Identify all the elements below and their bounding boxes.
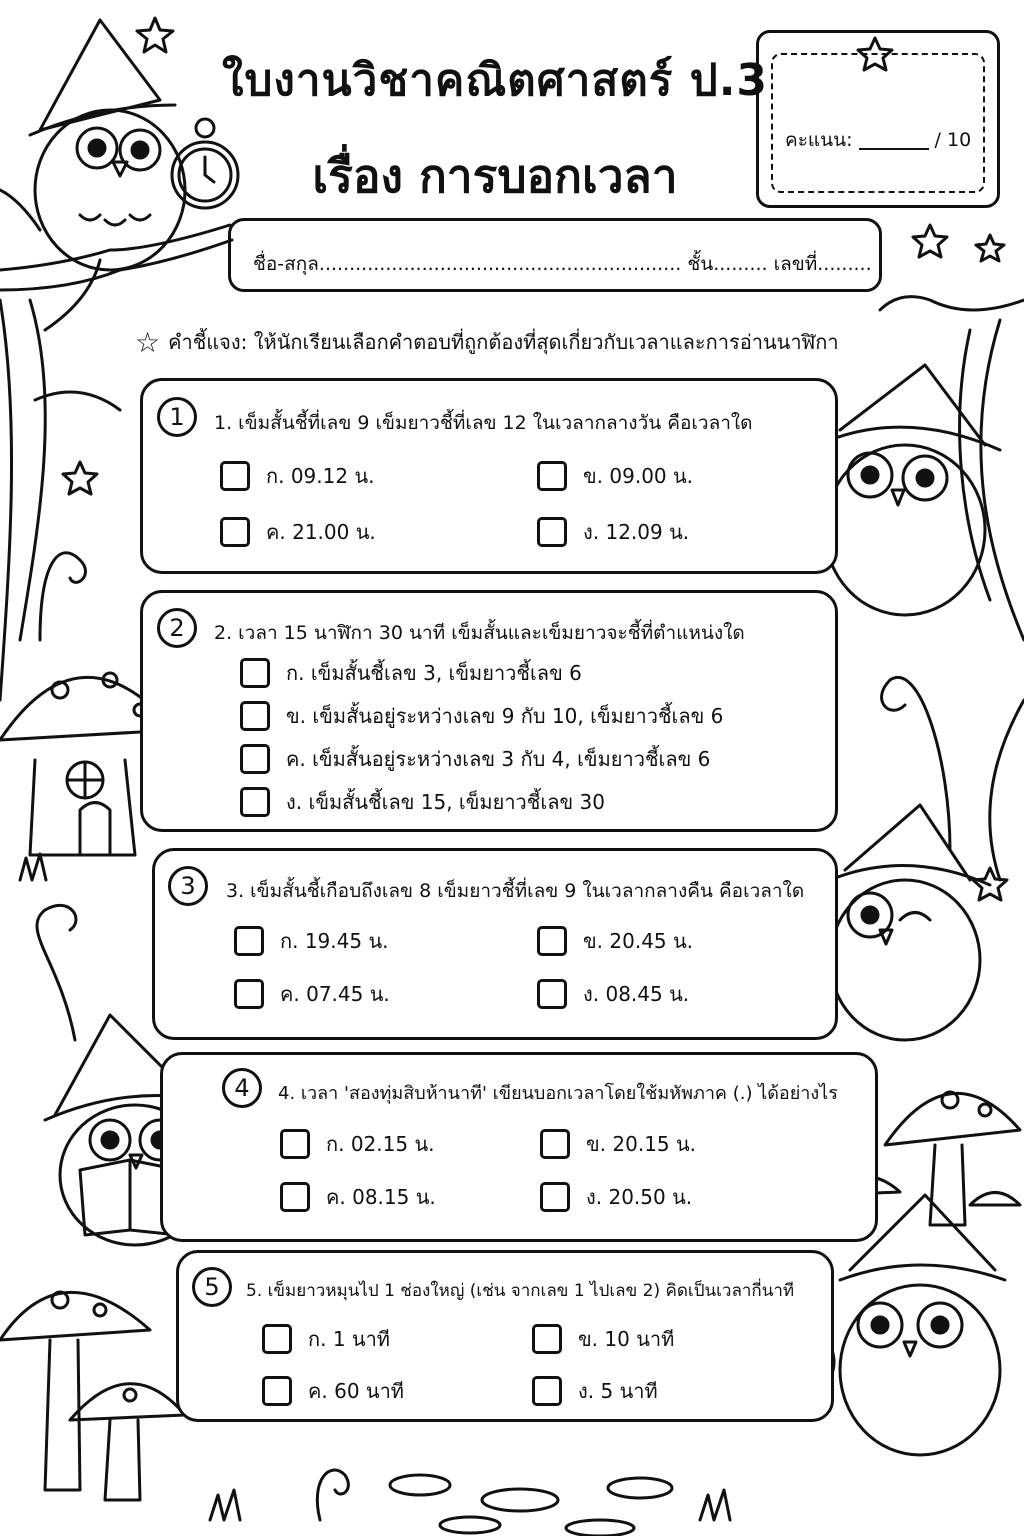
option-label: ข. 10 นาที [578,1327,675,1351]
option-label: ก. เข็มสั้นชี้เลข 3, เข็มยาวชี้เลข 6 [286,661,582,685]
checkbox[interactable] [220,461,250,491]
checkbox[interactable] [280,1182,310,1212]
checkbox[interactable] [240,658,270,688]
checkbox[interactable] [262,1324,292,1354]
checkbox[interactable] [540,1182,570,1212]
question-number-badge-2: 2 [157,608,197,648]
question-text-3: 3. เข็มสั้นชี้เกือบถึงเลข 8 เข็มยาวชี้ที่เลข 9 ในเวลากลางคืน คือเวลาใด [226,880,805,902]
option-label: ก. 09.12 น. [266,464,375,488]
score-total: / 10 [934,129,972,151]
score-box [756,30,1000,208]
option-2b[interactable] [240,700,723,732]
option-label: ก. 1 นาที [308,1327,390,1351]
question-text-5: 5. เข็มยาวหมุนไป 1 ช่องใหญ่ (เช่น จากเลข 1 ไปเลข 2) คิดเป็นเวลากี่นาที [246,1281,795,1301]
option-3c[interactable] [234,978,390,1010]
option-1a[interactable] [220,460,374,492]
option-label: ง. 12.09 น. [583,520,690,544]
checkbox[interactable] [540,1129,570,1159]
option-2d[interactable] [240,786,605,818]
student-info-box[interactable]: ชื่อ-สกุล............................................................ ชั้น......... เลขที่......... [228,218,882,292]
question-text-2: 2. เวลา 15 นาฬิกา 30 นาที เข็มสั้นและเข็มยาวจะชี้ที่ตำแหน่งใด [214,622,745,644]
option-4b[interactable] [540,1128,696,1160]
score-label: คะแนน: [785,129,853,151]
option-label: ข. เข็มสั้นอยู่ระหว่างเลข 9 กับ 10, เข็มยาวชี้เลข 6 [286,704,724,728]
option-1c[interactable] [220,516,376,548]
option-4a[interactable] [280,1128,434,1160]
question-text-4: 4. เวลา 'สองทุ่มสิบห้านาที' เขียนบอกเวลาโดยใช้มหัพภาค (.) ได้อย่างไร [278,1083,838,1104]
option-5b[interactable] [532,1323,674,1355]
option-3a[interactable] [234,925,388,957]
instructions [135,326,839,359]
checkbox[interactable] [532,1376,562,1406]
checkbox[interactable] [280,1129,310,1159]
option-5a[interactable] [262,1323,390,1355]
score-box-inner-border [771,53,985,193]
option-4d[interactable] [540,1181,692,1213]
checkbox[interactable] [537,926,567,956]
mushroom-icon [0,1292,185,1500]
option-5d[interactable] [532,1375,658,1407]
checkbox[interactable] [240,787,270,817]
option-label: ค. 08.15 น. [326,1185,436,1209]
option-2c[interactable] [240,743,710,775]
checkbox[interactable] [240,701,270,731]
option-label: ก. 02.15 น. [326,1132,435,1156]
option-label: ค. 07.45 น. [280,982,390,1006]
question-number-badge-5: 5 [192,1267,232,1307]
worksheet-subtitle: เรื่อง การบอกเวลา [312,149,678,203]
option-5c[interactable] [262,1375,404,1407]
option-3d[interactable] [537,978,689,1010]
option-label: ค. 60 นาที [308,1379,404,1403]
worksheet-title: ใบงานวิชาคณิตศาสตร์ ป.3 [221,55,769,106]
star-icon: ☆ [135,326,161,359]
option-3b[interactable] [537,925,693,957]
option-1b[interactable] [537,460,693,492]
question-number-badge-3: 3 [168,866,208,906]
owl-wizard-icon [30,20,185,270]
option-label: ข. 09.00 น. [583,464,694,488]
score-blank[interactable] [859,148,929,150]
question-number-badge-1: 1 [157,397,197,437]
checkbox[interactable] [532,1324,562,1354]
option-1d[interactable] [537,516,689,548]
checkbox[interactable] [220,517,250,547]
checkbox[interactable] [262,1376,292,1406]
option-label: ข. 20.15 น. [586,1132,697,1156]
score-line [785,125,971,155]
checkbox[interactable] [537,461,567,491]
checkbox[interactable] [537,517,567,547]
question-text-1: 1. เข็มสั้นชี้ที่เลข 9 เข็มยาวชี้ที่เลข 12 ในเวลากลางวัน คือเวลาใด [214,412,753,434]
checkbox[interactable] [234,979,264,1009]
checkbox[interactable] [537,979,567,1009]
option-label: ง. 20.50 น. [586,1185,693,1209]
question-number-badge-4: 4 [222,1068,262,1108]
option-label: ค. เข็มสั้นอยู่ระหว่างเลข 3 กับ 4, เข็มยาวชี้เลข 6 [286,747,711,771]
checkbox[interactable] [240,744,270,774]
option-label: ค. 21.00 น. [266,520,376,544]
owl-wizard-icon [830,805,990,1040]
option-4c[interactable] [280,1181,436,1213]
option-label: ง. เข็มสั้นชี้เลข 15, เข็มยาวชี้เลข 30 [286,790,605,814]
option-label: ข. 20.45 น. [583,929,694,953]
instructions-text: คำชี้แจง: ให้นักเรียนเลือกคำตอบที่ถูกต้องที่สุดเกี่ยวกับเวลาและการอ่านนาฬิกา [168,330,839,354]
option-2a[interactable] [240,657,582,689]
option-label: ง. 08.45 น. [583,982,690,1006]
option-label: ง. 5 นาที [578,1379,658,1403]
checkbox[interactable] [234,926,264,956]
right-tree-icon [880,297,1024,880]
option-label: ก. 19.45 น. [280,929,389,953]
